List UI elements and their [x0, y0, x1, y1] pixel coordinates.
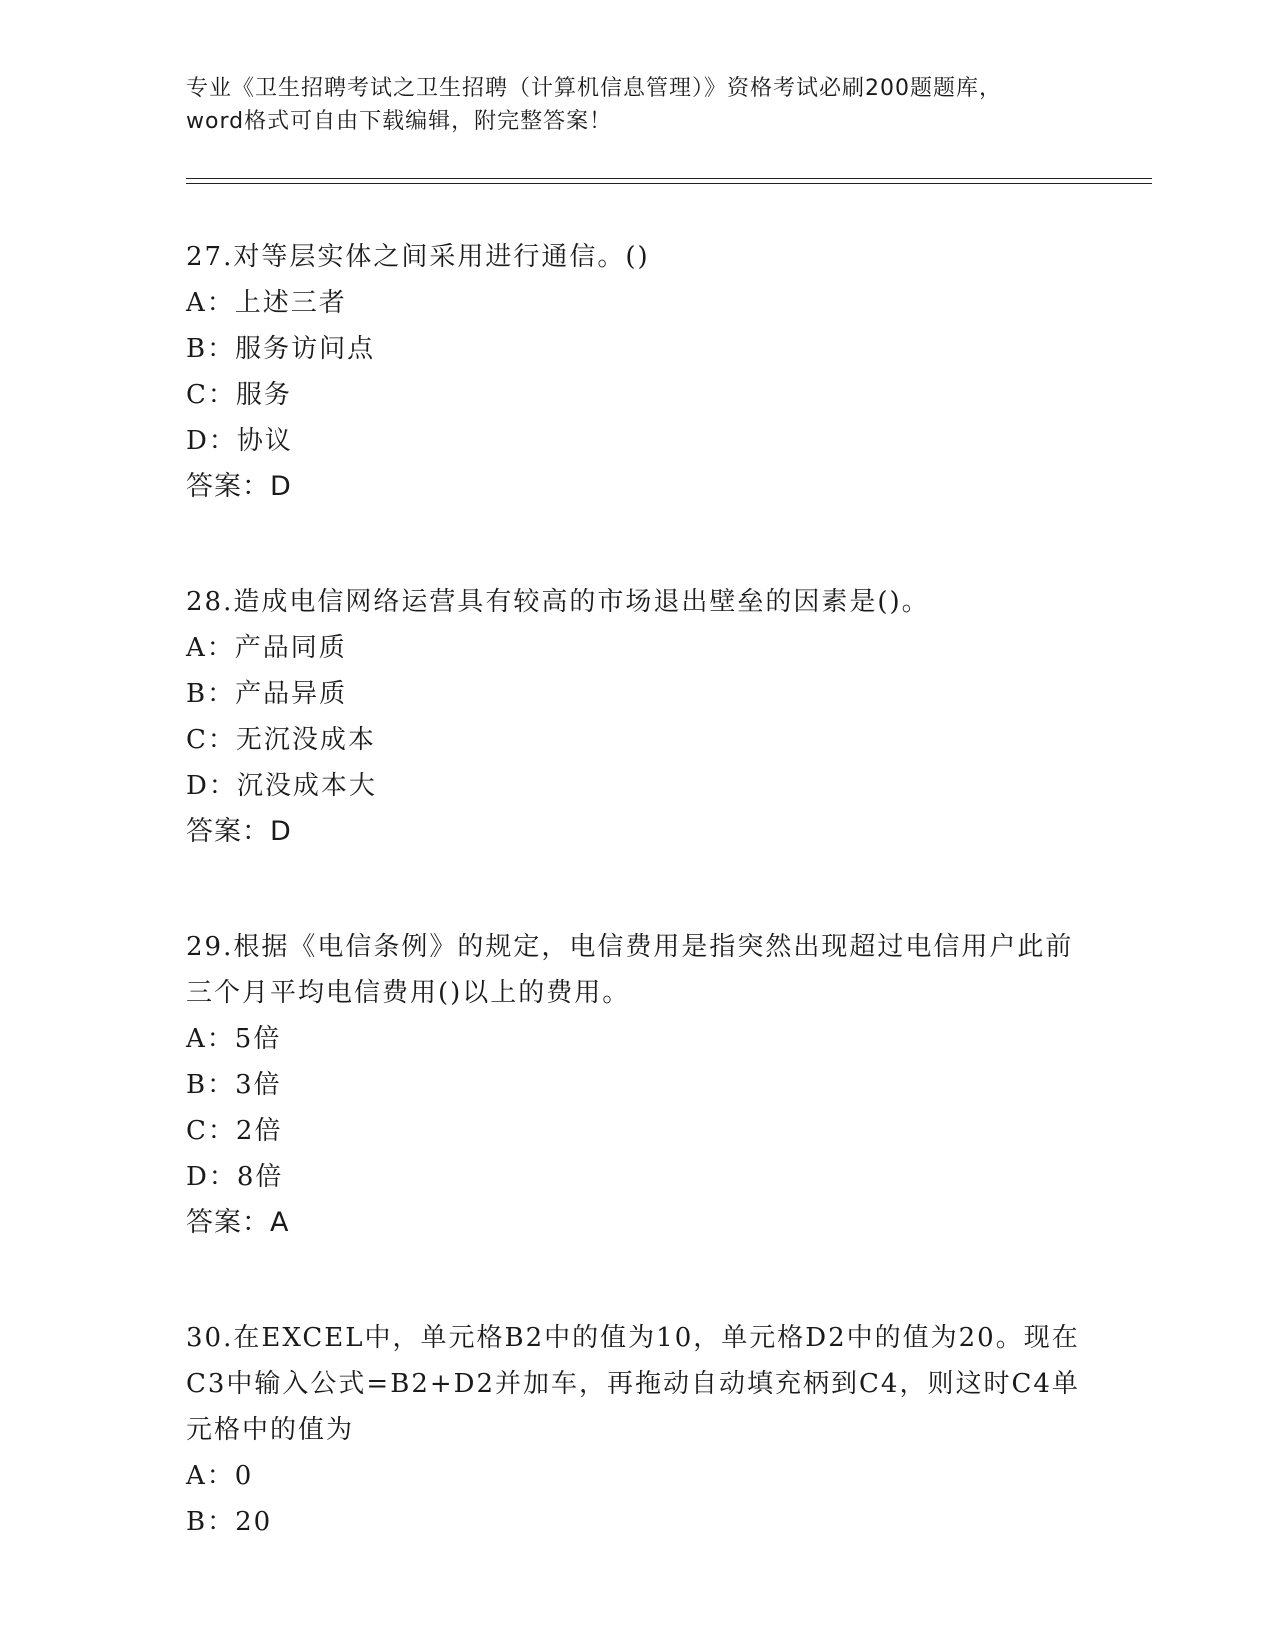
question-list — [186, 234, 1086, 1614]
answer-line — [186, 809, 1086, 855]
option-text: 服务访问点 — [235, 334, 376, 364]
option-text: 上述三者 — [234, 288, 347, 318]
header-line-2: word格式可自由下载编辑，附完整答案！ — [186, 109, 613, 134]
question-text: 29.根据《电信条例》的规定，电信费用是指突然出现超过电信用户此前三个月平均电信费用()以上的费用。 — [186, 932, 1074, 1008]
answer-line — [186, 464, 1086, 510]
header-line-1: 专业《卫生招聘考试之卫生招聘（计算机信息管理）》资格考试必刷200题题库， — [186, 76, 1002, 101]
option-a — [186, 280, 1086, 326]
option-letter: B： — [186, 679, 236, 709]
option-a — [186, 1453, 1086, 1499]
option-letter: A： — [186, 1024, 235, 1054]
option-d — [186, 763, 1086, 809]
header-divider-top — [186, 178, 1152, 179]
answer-label: 答案： — [186, 471, 270, 502]
option-c — [186, 717, 1086, 763]
option-letter: D： — [186, 1162, 237, 1192]
option-letter: A： — [186, 1461, 235, 1491]
option-c — [186, 1108, 1086, 1154]
option-text: 产品同质 — [234, 633, 347, 663]
question-27 — [186, 234, 1086, 510]
option-letter: A： — [186, 288, 235, 318]
option-text: 0 — [234, 1461, 254, 1491]
answer-label: 答案： — [186, 1207, 270, 1238]
option-b — [186, 1062, 1086, 1108]
option-b — [186, 671, 1086, 717]
option-letter: C： — [186, 1116, 236, 1146]
option-letter: A： — [186, 633, 235, 663]
option-a — [186, 625, 1086, 671]
option-c — [186, 372, 1086, 418]
option-letter: D： — [186, 771, 237, 801]
option-text: 协议 — [236, 426, 293, 456]
option-text: 5倍 — [234, 1024, 282, 1054]
question-text: 30.在EXCEL中，单元格B2中的值为10，单元格D2中的值为20。现在C3中输入公式=B2+D2并加车，再拖动自动填充柄到C4，则这时C4单元格中的值为 — [186, 1323, 1080, 1445]
question-28 — [186, 579, 1086, 855]
option-letter: C： — [186, 380, 236, 410]
option-letter: D： — [186, 426, 237, 456]
answer-line — [186, 1200, 1086, 1246]
option-text: 8倍 — [236, 1162, 284, 1192]
answer-value: D — [270, 816, 292, 847]
option-letter: C： — [186, 725, 236, 755]
option-b — [186, 1499, 1086, 1545]
option-text: 3倍 — [235, 1070, 282, 1100]
option-d — [186, 1154, 1086, 1200]
question-30 — [186, 1315, 1086, 1545]
option-a — [186, 1016, 1086, 1062]
option-d — [186, 418, 1086, 464]
document-header — [186, 72, 1106, 138]
option-text: 产品异质 — [235, 679, 348, 709]
option-text: 20 — [235, 1507, 273, 1537]
answer-label: 答案： — [186, 816, 270, 847]
option-letter: B： — [186, 1070, 236, 1100]
option-letter: B： — [186, 1507, 236, 1537]
question-text: 27.对等层实体之间采用进行通信。() — [186, 242, 650, 272]
option-b — [186, 326, 1086, 372]
question-text: 28.造成电信网络运营具有较高的市场退出壁垒的因素是()。 — [186, 587, 930, 617]
option-text: 沉没成本大 — [236, 771, 377, 801]
answer-value: A — [270, 1207, 290, 1238]
option-text: 无沉没成本 — [235, 725, 376, 755]
header-divider-bottom — [186, 183, 1152, 184]
answer-value: D — [270, 471, 292, 502]
question-29 — [186, 924, 1086, 1246]
option-letter: B： — [186, 334, 236, 364]
option-text: 2倍 — [235, 1116, 283, 1146]
option-text: 服务 — [235, 380, 292, 410]
